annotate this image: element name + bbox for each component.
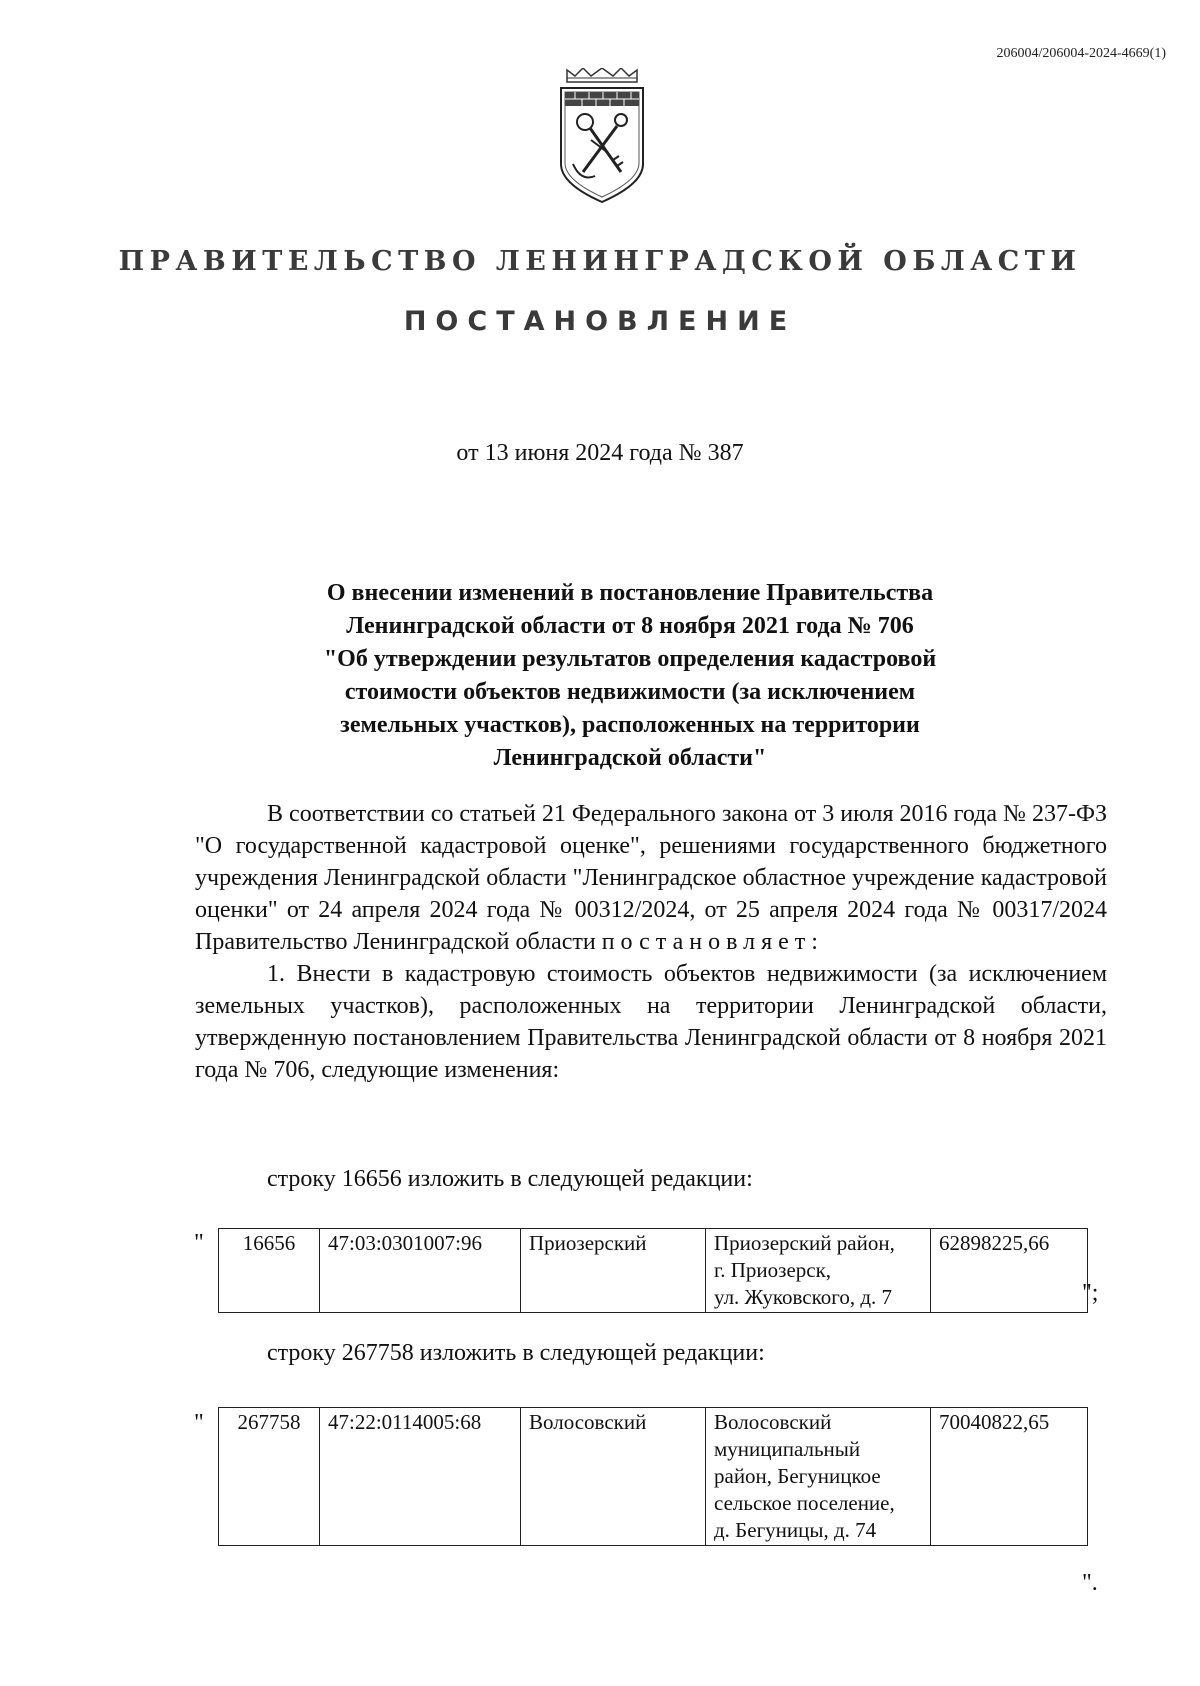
subject-line: земельных участков), расположенных на территории — [340, 712, 920, 738]
address-cell — [706, 1229, 931, 1313]
cadastral-number-cell: 47:03:0301007:96 — [320, 1229, 521, 1313]
subject-line: О внесении изменений в постановление Правительства — [326, 580, 934, 606]
district-cell: Волосовский — [521, 1408, 706, 1546]
decree-body — [195, 798, 1107, 1086]
cadastral-value-cell: 62898225,66 — [931, 1229, 1088, 1313]
address-line: Волосовский — [714, 1410, 832, 1434]
table-row — [219, 1229, 1088, 1313]
close-quote: ". — [1082, 1570, 1098, 1596]
row-number-cell: 267758 — [219, 1408, 320, 1546]
address-line: муниципальный — [714, 1437, 861, 1461]
government-title: ПРАВИТЕЛЬСТВО ЛЕНИНГРАДСКОЙ ОБЛАСТИ — [118, 246, 1082, 277]
close-quote: "; — [1082, 1280, 1099, 1306]
change-instruction: строку 16656 изложить в следующей редакции: — [267, 1166, 753, 1192]
resolves-word: постановляет: — [601, 929, 824, 955]
decree-date-number: от 13 июня 2024 года № 387 — [456, 440, 744, 466]
document-id: 206004/206004-2024-4669(1) — [996, 46, 1166, 61]
preamble-paragraph — [195, 798, 1107, 958]
coat-of-arms-icon — [555, 68, 649, 206]
subject-line: Ленинградской области от 8 ноября 2021 года № 706 — [346, 613, 914, 639]
row-number-cell: 16656 — [219, 1229, 320, 1313]
address-line: г. Приозерск, — [714, 1258, 832, 1282]
address-line: Приозерский район, — [714, 1231, 895, 1255]
subject-line: Ленинградской области" — [493, 745, 767, 771]
address-line: д. Бегуницы, д. 74 — [714, 1518, 877, 1542]
preamble-text: В соответствии со статьей 21 Федерального закона от 3 июля 2016 года № 237-ФЗ "О государственной кадастровой оценке", решениями государственного бюджетного учреждения Ленинградской области "Ленинградское областное учреждение кадастровой оценки" от 24 апреля 2024 года № 00312/2024, от 25 апреля 2024 года № 00317/2024 Правительство Ленинградской области — [195, 801, 1107, 955]
address-line: сельское поселение, — [714, 1491, 895, 1515]
registry-row-table — [218, 1407, 1088, 1546]
address-cell — [706, 1408, 931, 1546]
subject-line: стоимости объектов недвижимости (за исключением — [344, 679, 916, 705]
address-line: район, Бегуницкое — [714, 1464, 881, 1488]
cadastral-number-cell: 47:22:0114005:68 — [320, 1408, 521, 1546]
change-instruction: строку 267758 изложить в следующей редакции: — [267, 1340, 765, 1366]
subject-line: "Об утверждении результатов определения кадастровой — [323, 646, 937, 672]
address-line: ул. Жуковского, д. 7 — [714, 1285, 893, 1309]
open-quote: " — [194, 1230, 204, 1256]
item-1-paragraph: 1. Внести в кадастровую стоимость объектов недвижимости (за исключением земельных участков), расположенных на территории Ленинградской области, утвержденную постановлением Правительства Ленинградской области от 8 ноября 2021 года № 706, следующие изменения: — [195, 961, 1107, 1083]
district-cell: Приозерский — [521, 1229, 706, 1313]
registry-row-table — [218, 1228, 1088, 1313]
decree-title: ПОСТАНОВЛЕНИЕ — [403, 306, 797, 337]
decree-subject — [250, 577, 1010, 775]
open-quote: " — [194, 1410, 204, 1436]
table-row — [219, 1408, 1088, 1546]
cadastral-value-cell: 70040822,65 — [931, 1408, 1088, 1546]
